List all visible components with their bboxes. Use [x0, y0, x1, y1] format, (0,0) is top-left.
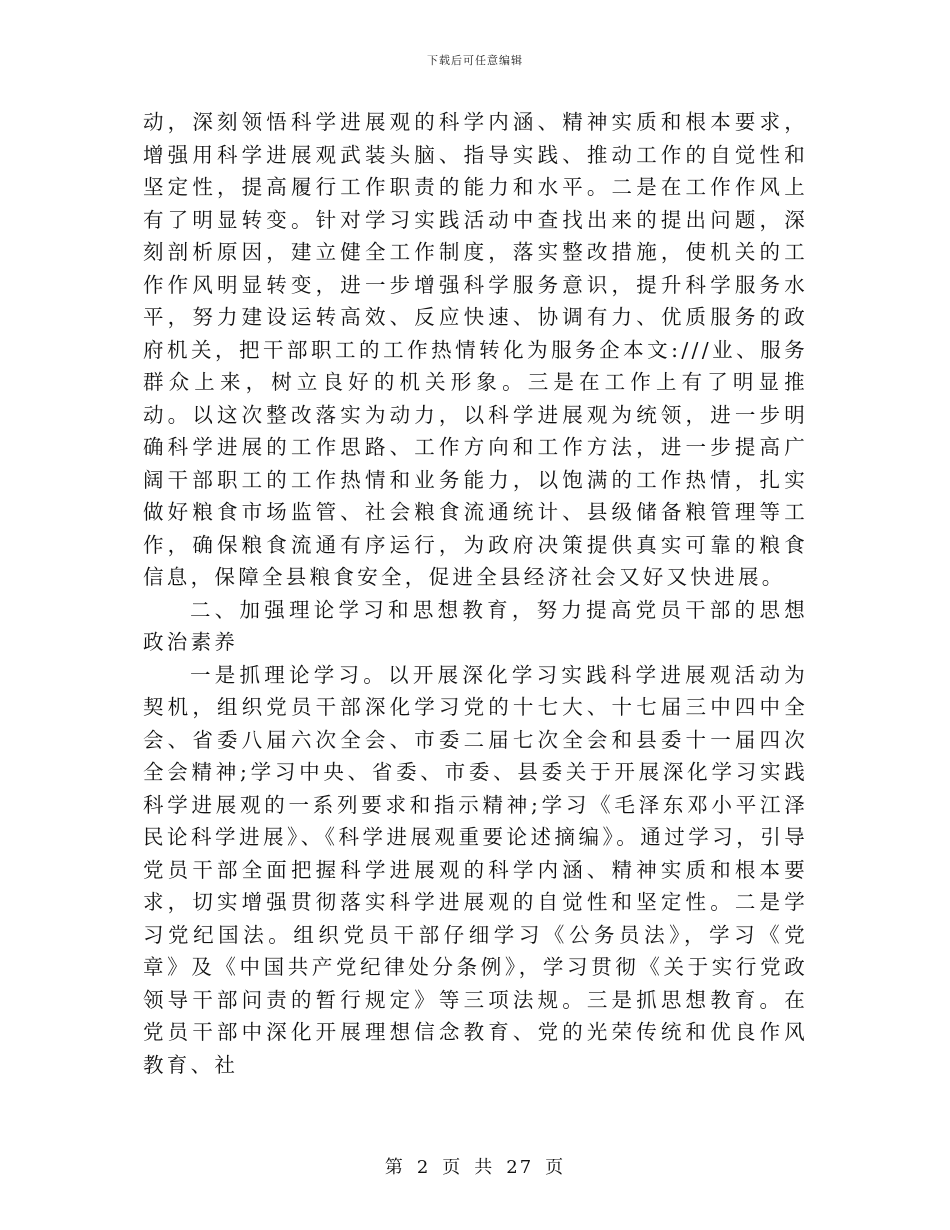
section-heading: 二、加强理论学习和思想教育，努力提高党员干部的思想政治素养 [143, 597, 808, 654]
footer-page-word: 页 [442, 1157, 463, 1178]
footer-prefix: 第 [384, 1157, 405, 1178]
footer-total-prefix: 共 [474, 1157, 495, 1178]
footer-page-number: 2 [416, 1157, 431, 1178]
page-footer [0, 1153, 950, 1179]
document-body [143, 106, 808, 1081]
page-header-note: 下载后可任意编辑 [427, 54, 523, 67]
paragraph-theory-study: 一是抓理论学习。以开展深化学习实践科学进展观活动为契机，组织党员干部深化学习党的十七大、十七届三中四中全会、省委八届六次全会、市委二届七次全会和县委十一届四次全会精神;学习中央、省委、市委、县委关于开展深化学习实践科学进展观的一系列要求和指示精神;学习《毛泽东邓小平江泽民论科学进展》、《科学进展观重要论述摘编》。通过学习，引导党员干部全面把握科学进展观的科学内涵、精神实质和根本要求，切实增强贯彻落实科学进展观的自觉性和坚定性。二是学习党纪国法。组织党员干部仔细学习《公务员法》，学习《党章》及《中国共产党纪律处分条例》，学习贯彻《关于实行党政领导干部问责的暂行规定》等三项法规。三是抓思想教育。在党员干部中深化开展理想信念教育、党的光荣传统和优良作风教育、社 [143, 662, 808, 1077]
footer-total-pages: 27 [506, 1157, 534, 1178]
footer-suffix: 页 [545, 1157, 566, 1178]
paragraph-continuation: 动，深刻领悟科学进展观的科学内涵、精神实质和根本要求，增强用科学进展观武装头脑、指导实践、推动工作的自觉性和坚定性，提高履行工作职责的能力和水平。二是在工作作风上有了明显转变。针对学习实践活动中查找出来的提出问题，深刻剖析原因，建立健全工作制度，落实整改措施，使机关的工作作风明显转变，进一步增强科学服务意识，提升科学服务水平，努力建设运转高效、反应快速、协调有力、优质服务的政府机关，把干部职工的工作热情转化为服务企本文:///业、服务群众上来，树立良好的机关形象。三是在工作上有了明显推动。以这次整改落实为动力，以科学进展观为统领，进一步明确科学进展的工作思路、工作方向和工作方法，进一步提高广阔干部职工的工作热情和业务能力，以饱满的工作热情，扎实做好粮食市场监管、社会粮食流通统计、县级储备粮管理等工作，确保粮食流通有序运行，为政府决策提供真实可靠的粮食信息，保障全县粮食安全，促进全县经济社会又好又快进展。 [143, 110, 808, 589]
